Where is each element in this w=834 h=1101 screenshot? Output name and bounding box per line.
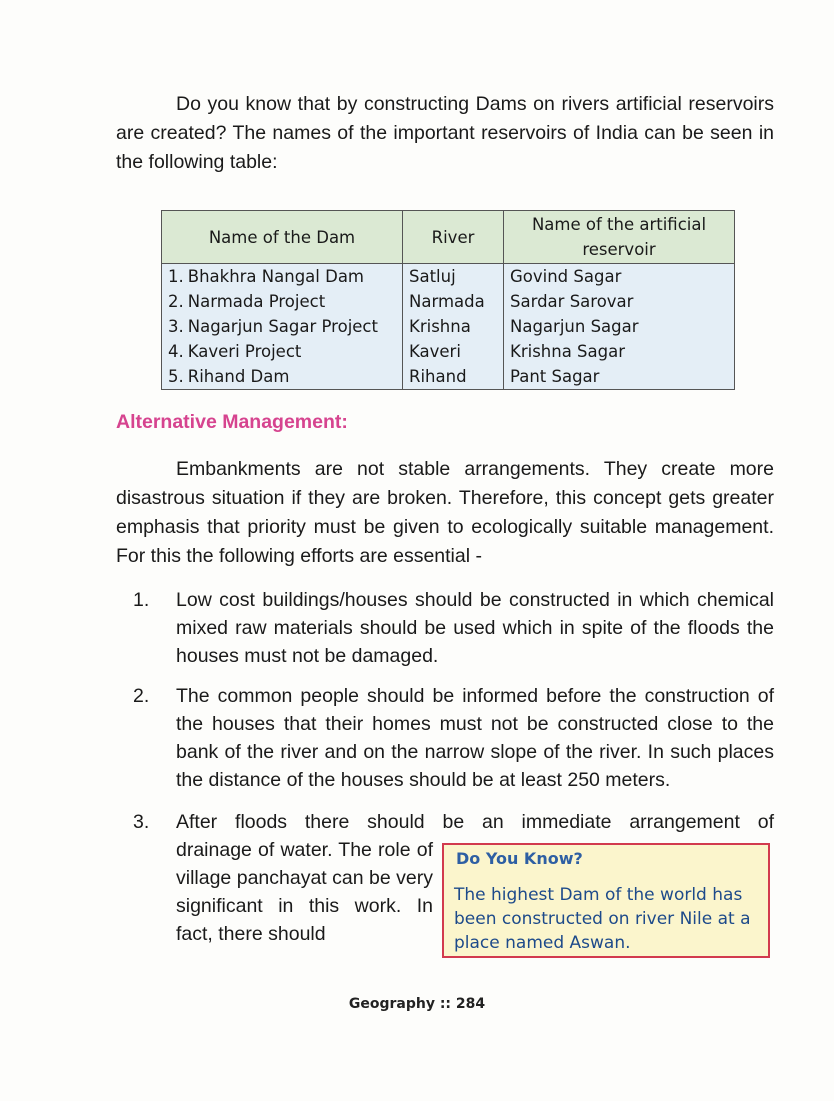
row-number: 3. — [162, 314, 184, 339]
header-dam: Name of the Dam — [162, 211, 403, 264]
page-footer: Geography :: 284 — [348, 996, 486, 1012]
list-item-text: After floods there should be an immediate arrangement of — [176, 811, 774, 833]
table-row — [162, 289, 735, 314]
reservoir-table — [161, 210, 735, 390]
list-item — [133, 682, 774, 794]
list-item-continuation: drainage of water. The role of village panchayat can be very significant in this work. In fact, there should — [176, 839, 433, 945]
did-you-know-title: Do You Know? — [456, 849, 583, 868]
list-item-number: 1. — [133, 589, 150, 611]
reservoir-cell: Govind Sagar — [504, 264, 735, 290]
river-cell: Satluj — [403, 264, 504, 290]
table-row — [162, 364, 735, 390]
did-you-know-text: The highest Dam of the world has been constructed on river Nile at a place named Aswan. — [454, 885, 751, 953]
list-item-number: 2. — [133, 685, 150, 707]
river-cell: Krishna — [403, 314, 504, 339]
table-row — [162, 314, 735, 339]
row-number: 2. — [162, 289, 184, 314]
list-item — [133, 586, 774, 670]
row-number: 4. — [162, 339, 184, 364]
row-number: 1. — [162, 264, 184, 290]
section-paragraph: Embankments are not stable arrangements. They create more disastrous situation if they are broken. Therefore, this concept gets greater emphasis that priority must be given to ecologically suitable management. For this the following efforts are essential - — [116, 458, 774, 567]
list-item-text: Low cost buildings/houses should be constructed in which chemical mixed raw materials should be used which in spite of the floods the houses must not be damaged. — [176, 589, 774, 667]
section-heading: Alternative Management: — [116, 411, 348, 433]
dam-name-cell: Kaveri Project — [184, 339, 403, 364]
dam-name-cell: Nagarjun Sagar Project — [184, 314, 403, 339]
list-item-text: The common people should be informed before the construction of the houses that their homes must not be constructed close to the bank of the river and on the narrow slope of the river. In such places the distance of the houses should be at least 250 meters. — [176, 685, 774, 791]
reservoir-cell: Krishna Sagar — [504, 339, 735, 364]
reservoir-cell: Pant Sagar — [504, 364, 735, 390]
dam-name-cell: Narmada Project — [184, 289, 403, 314]
river-cell: Narmada — [403, 289, 504, 314]
list-item — [133, 808, 774, 836]
header-river: River — [403, 211, 504, 264]
did-you-know-box — [442, 843, 770, 958]
table-row — [162, 339, 735, 364]
river-cell: Rihand — [403, 364, 504, 390]
reservoir-cell: Nagarjun Sagar — [504, 314, 735, 339]
reservoir-cell: Sardar Sarovar — [504, 289, 735, 314]
dam-name-cell: Bhakhra Nangal Dam — [184, 264, 403, 290]
row-number: 5. — [162, 364, 184, 390]
header-reservoir: Name of the artificial reservoir — [504, 211, 735, 264]
table-row — [162, 264, 735, 290]
river-cell: Kaveri — [403, 339, 504, 364]
list-item-number: 3. — [133, 811, 150, 833]
dam-name-cell: Rihand Dam — [184, 364, 403, 390]
table-header-row — [162, 211, 735, 264]
intro-paragraph: Do you know that by constructing Dams on rivers artificial reservoirs are created? The names of the important reservoirs of India can be seen in the following table: — [116, 93, 774, 173]
